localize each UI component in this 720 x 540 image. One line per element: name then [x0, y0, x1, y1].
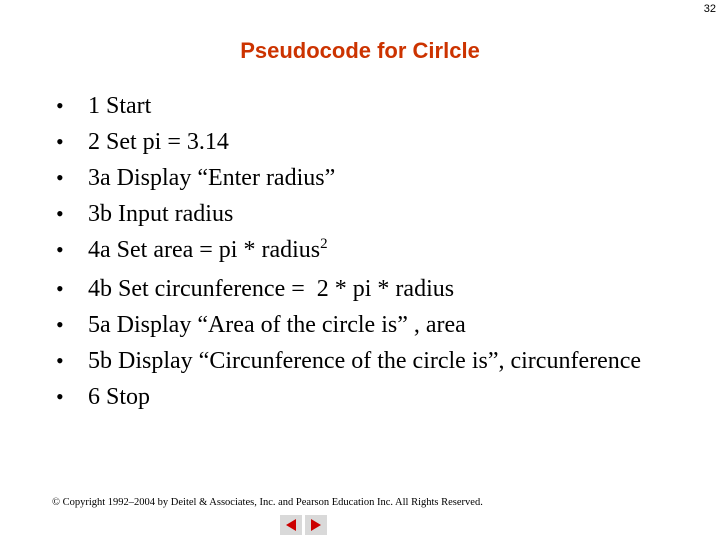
list-item: [52, 232, 692, 271]
slide-title: Pseudocode for Cirlcle: [240, 38, 480, 63]
page-number: 32: [703, 3, 716, 15]
triangle-left-icon: [283, 517, 299, 533]
pseudocode-list: [52, 88, 692, 415]
list-item: • 5a Display “Area of the circle is” , area: [52, 307, 692, 343]
list-item: • 5b Display “Circunference of the circle is”, circunference: [52, 343, 692, 379]
previous-slide-button[interactable]: [280, 515, 302, 535]
list-item: • 3a Display “Enter radius”: [52, 160, 692, 196]
list-item: • 6 Stop: [52, 379, 692, 415]
copyright-footer: © Copyright 1992–2004 by Deitel & Associates, Inc. and Pearson Education Inc. All Rights Reserved.: [52, 497, 483, 508]
triangle-right-icon: [308, 517, 324, 533]
superscript-2: 2: [320, 236, 328, 252]
area-step-text: 4a Set area = pi * radius: [88, 237, 321, 263]
list-item: • 4b Set circunference = 2 * pi * radius: [52, 271, 692, 307]
slide-navigation: [280, 515, 327, 535]
list-item: • 1 Start: [52, 88, 692, 124]
list-item: • 3b Input radius: [52, 196, 692, 232]
list-item: • 2 Set pi = 3.14: [52, 124, 692, 160]
next-slide-button[interactable]: [305, 515, 327, 535]
